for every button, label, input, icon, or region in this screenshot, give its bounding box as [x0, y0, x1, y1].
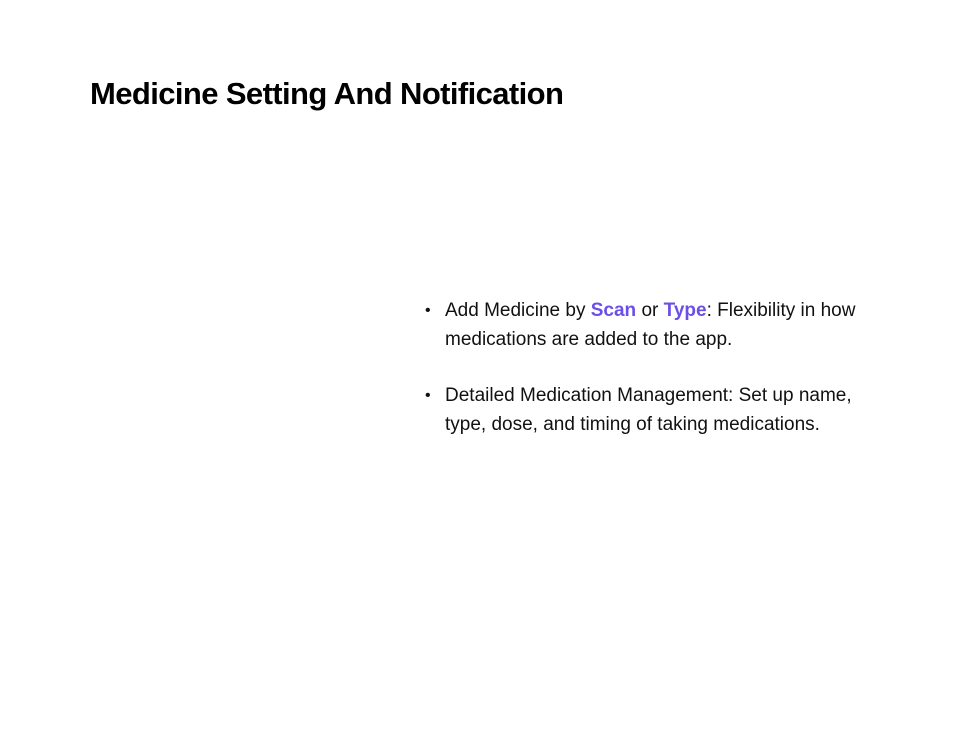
scan-highlight: Scan — [590, 300, 637, 321]
page-title: Medicine Setting And Notification — [90, 76, 564, 111]
list-item-medication-management — [425, 382, 865, 439]
type-highlight: Type — [663, 300, 707, 321]
feature-list — [425, 297, 865, 467]
list-item-add-medicine — [425, 297, 865, 354]
feature-text-prefix: Add Medicine by — [445, 300, 591, 321]
bullet-icon: • — [425, 302, 431, 319]
feature-text: Detailed Medication Management: Set up name, type, dose, and timing of taking medications. — [445, 385, 852, 435]
feature-text-connector: or — [636, 300, 664, 321]
bullet-icon: • — [425, 387, 431, 404]
feature-text-suffix: : Flexibility in how medications are added to the app. — [445, 300, 856, 350]
